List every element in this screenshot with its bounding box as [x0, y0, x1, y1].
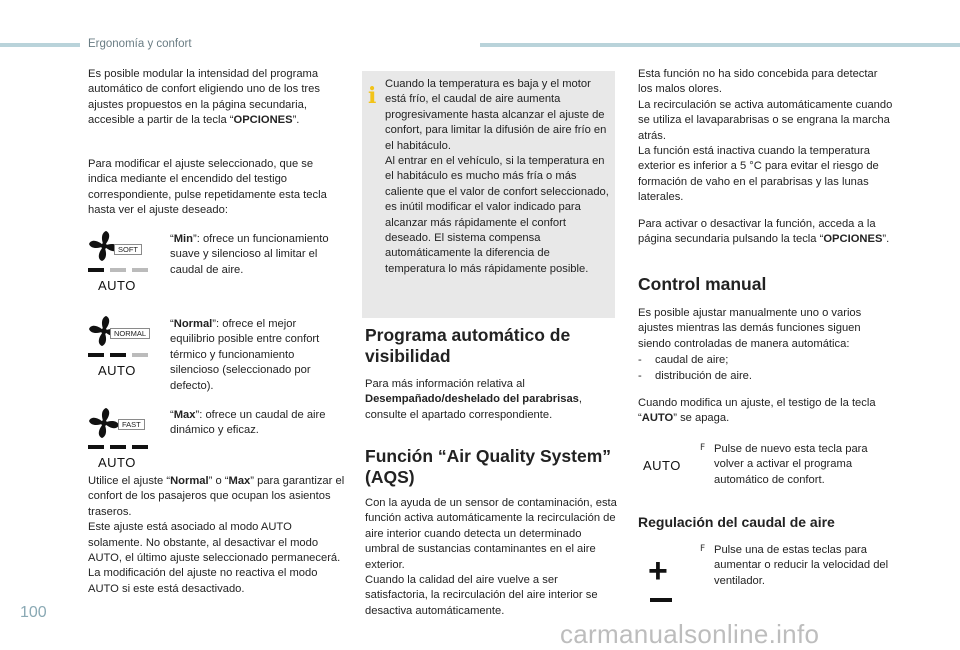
- manual-list-dash: -: [638, 354, 642, 366]
- page-number: 100: [20, 604, 47, 621]
- mode-auto-label: AUTO: [98, 363, 136, 378]
- manual-change-paragraph: Cuando modifica un ajuste, el testigo de la tecla “AUTO” se apaga.: [638, 397, 876, 425]
- visibility-paragraph: Para más información relativa al Desempañado/deshelado del parabrisas, consulte el apartado correspondiente.: [365, 378, 582, 421]
- bullet-icon: F: [700, 544, 706, 554]
- mode-badge-normal: NORMAL: [110, 328, 150, 339]
- info-note-text: Cuando la temperatura es baja y el motor está frío, el caudal de aire aumenta progresivamente hasta alcanzar el ajuste de confort, para limitar la difusión de aire frío en el habitáculo. Al entrar en el vehículo, si la temperatura en el habitáculo es mucho más fría o más caliente que el valor de confort seleccionado, es inútil modificar el valor indicado para alcanzar más rápidamente el confort deseado. El sistema compensa automáticamente la diferencia de temperatura lo más rápidamente posible.: [385, 78, 609, 275]
- activate-paragraph: Para activar o desactivar la función, acceda a la página secundaria pulsando la tecla “OPCIONES”.: [638, 218, 890, 246]
- info-icon: i: [368, 83, 377, 109]
- usage-paragraph: Utilice el ajuste “Normal” o “Max” para garantizar el confort de los pasajeros que ocupan los asientos traseros. Este ajuste está asociado al modo AUTO solamente. No obstante, al desactivar el modo AUTO, el último ajuste seleccionado permanecerá. La modificación del ajuste no reactiva el modo AUTO si este está desactivado.: [88, 475, 345, 595]
- manual-list-dash: -: [638, 370, 642, 382]
- page-header-title: Ergonomía y confort: [88, 38, 192, 50]
- auto-button-label: AUTO: [643, 458, 681, 473]
- modify-paragraph: Para modificar el ajuste seleccionado, que se indica mediante el encendido del testigo correspondiente, pulse repetidamente esta tecla hasta ver el ajuste deseado:: [88, 158, 327, 217]
- mode-normal-description: “Normal”: ofrece el mejor equilibrio posible entre confort térmico y funcionamiento silencioso (seleccionado por defecto).: [170, 318, 320, 392]
- manual-list-item: distribución de aire.: [655, 370, 753, 382]
- watermark: carmanualsonline.info: [560, 619, 820, 649]
- auto-instruction: Pulse de nuevo esta tecla para volver a activar el programa automático de confort.: [714, 443, 868, 486]
- minus-icon: [650, 598, 672, 602]
- bullet-icon: F: [700, 443, 706, 453]
- aqs-continued-paragraph: Esta función no ha sido concebida para detectar los malos olores. La recirculación se activa automáticamente cuando se utiliza el lavaparabrisas o se engrana la marcha atrás. La función está inactiva cuando la temperatura exterior es inferior a 5 °C para evitar el riesgo de formación de vaho en el parabrisas y las lunas laterales.: [638, 68, 893, 204]
- header-bar-right: [480, 43, 960, 47]
- aqs-paragraph: Con la ayuda de un sensor de contaminación, esta función activa automáticamente la recirculación de aire interior cuando detecta un determinado umbral de sustancias contaminantes en el aire exterior. Cuando la calidad del aire vuelve a ser satisfactoria, la recirculación del aire interior se desactiva automáticamente.: [365, 497, 617, 617]
- mode-auto-label: AUTO: [98, 455, 136, 470]
- mode-auto-label: AUTO: [98, 278, 136, 293]
- section-title-visibility: Programa automático de visibilidad: [365, 325, 571, 366]
- manual-intro-paragraph: Es posible ajustar manualmente uno o varios ajustes mientras las demás funciones siguen siendo controladas de manera automática:: [638, 307, 862, 350]
- plus-icon: +: [648, 552, 668, 590]
- section-title-air-flow: Regulación del caudal de aire: [638, 514, 835, 530]
- mode-badge-soft: SOFT: [114, 244, 142, 255]
- mode-min-description: “Min”: ofrece un funcionamiento suave y silencioso al limitar el caudal de aire.: [170, 233, 329, 276]
- manual-list-item: caudal de aire;: [655, 354, 729, 366]
- mode-max-description: “Max”: ofrece un caudal de aire dinámico y eficaz.: [170, 409, 326, 437]
- header-bar-left: [0, 43, 80, 47]
- air-flow-instruction: Pulse una de estas teclas para aumentar o reducir la velocidad del ventilador.: [714, 544, 889, 587]
- section-title-aqs: Función “Air Quality System” (AQS): [365, 446, 612, 487]
- section-title-manual: Control manual: [638, 274, 767, 294]
- mode-badge-fast: FAST: [118, 419, 145, 430]
- intro-paragraph: Es posible modular la intensidad del programa automático de confort eligiendo uno de los tres ajustes propuestos en la página secundaria, accesible a partir de la tecla “OPCIONES”.: [88, 68, 320, 127]
